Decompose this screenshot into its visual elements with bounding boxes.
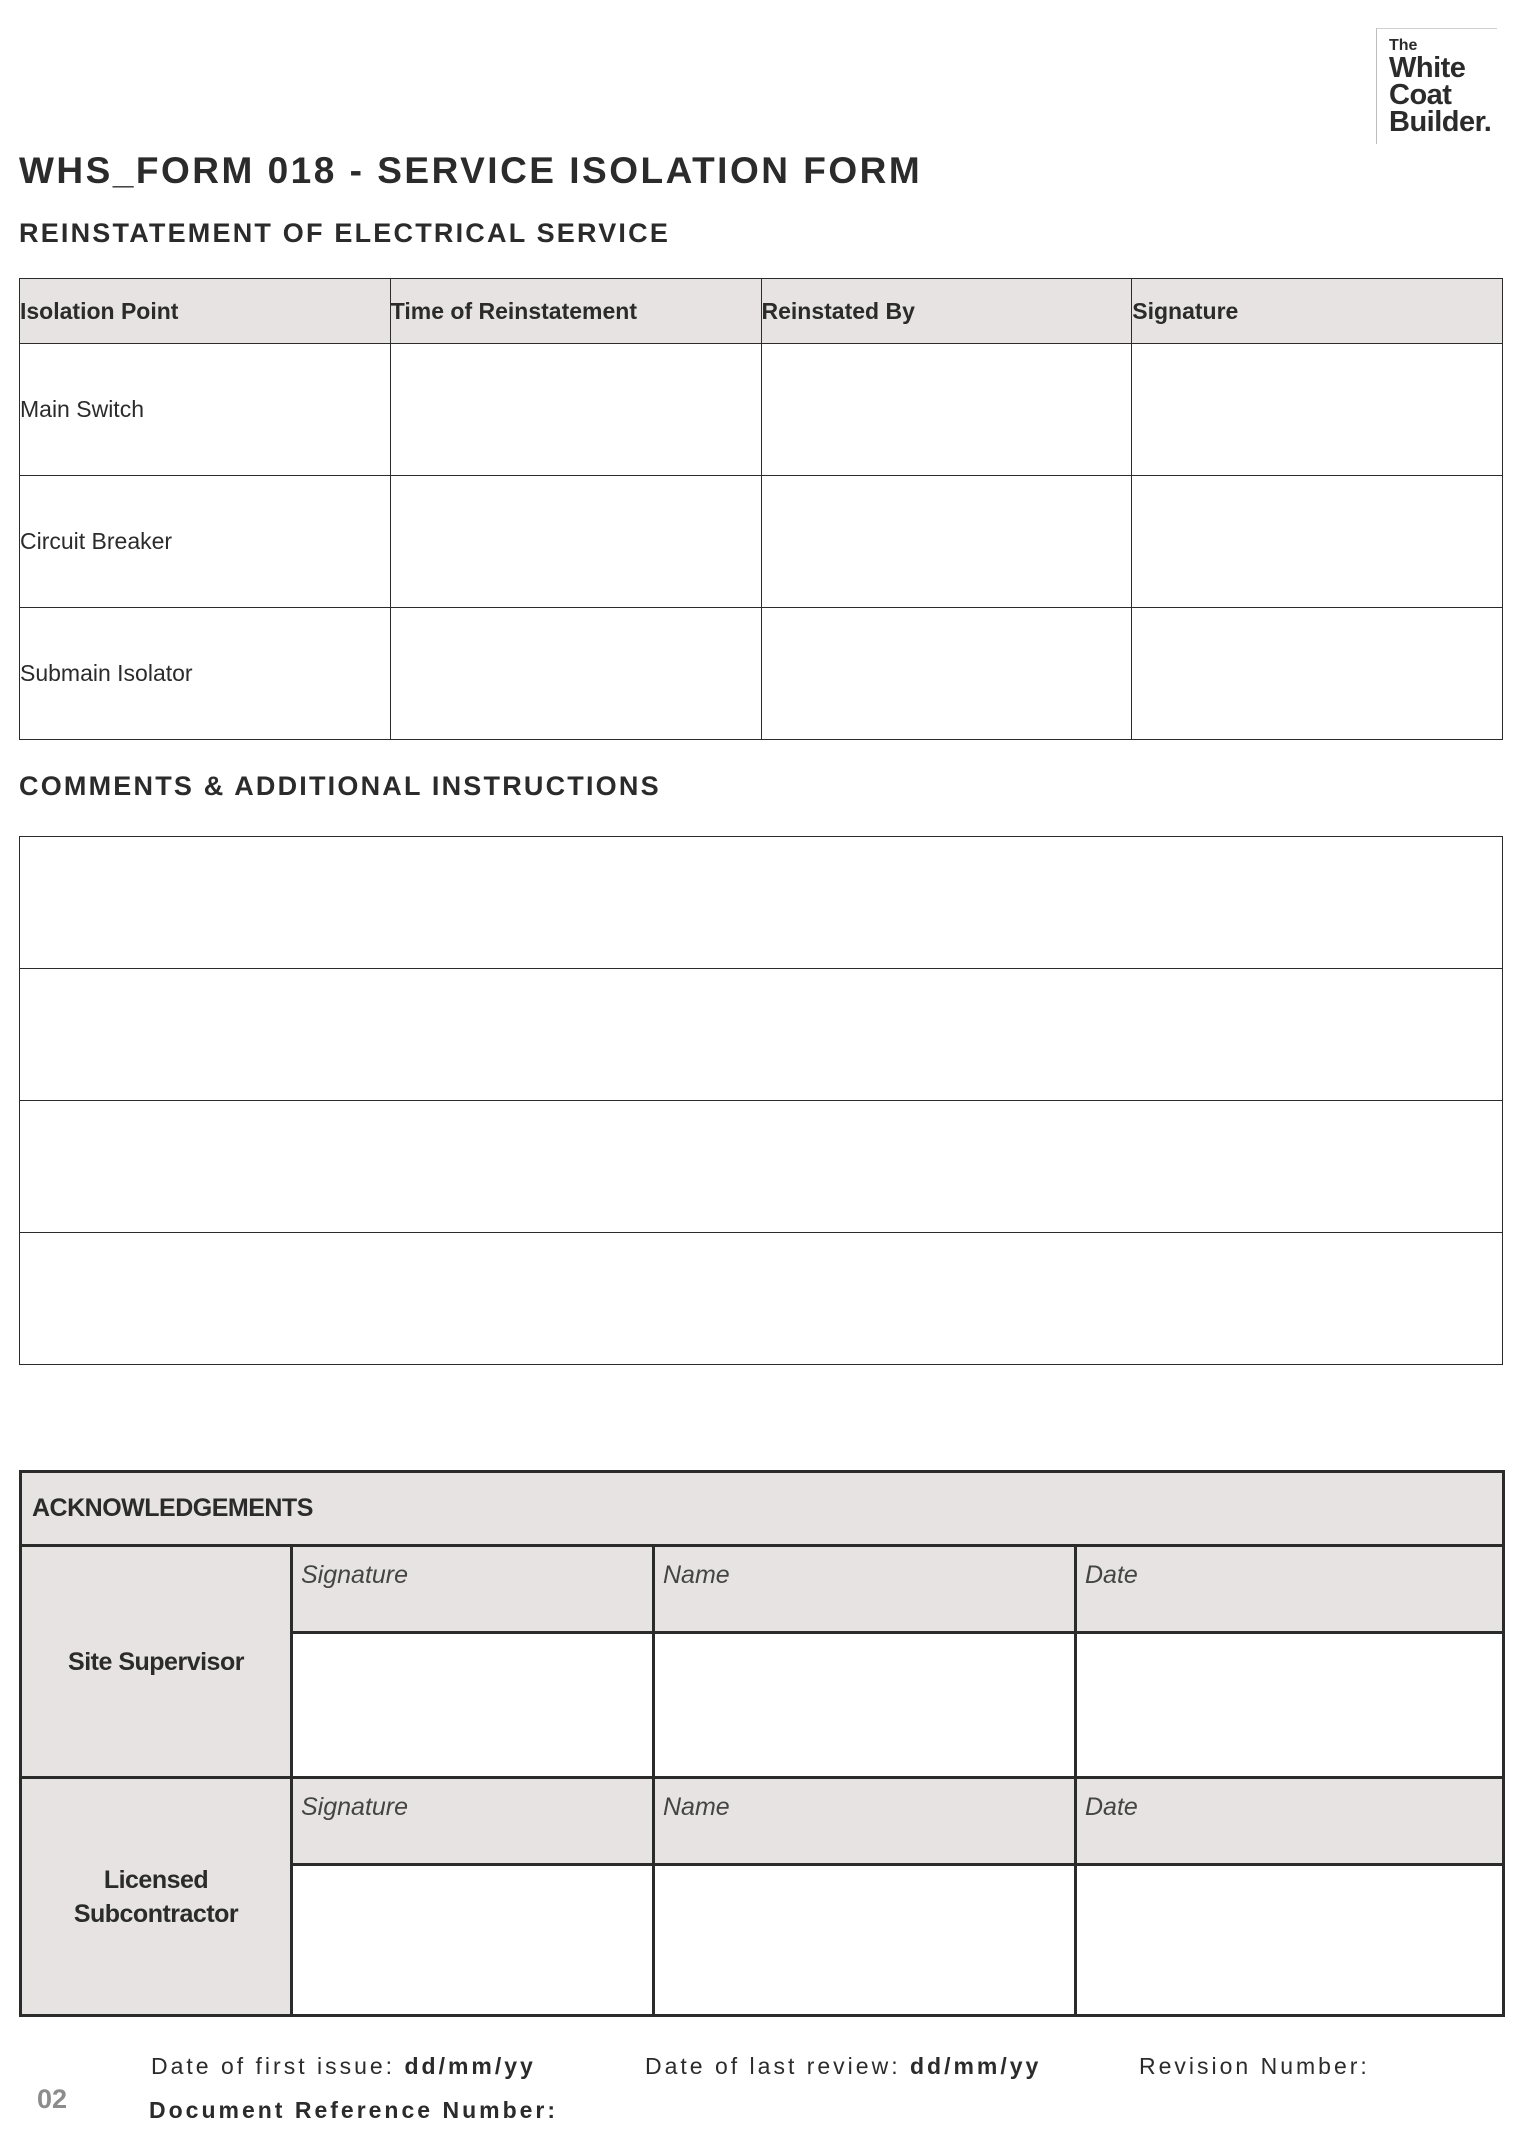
acknowledgements-table — [19, 1470, 1505, 2017]
page-number: 02 — [37, 2084, 68, 2114]
role-label-line1: Licensed — [103, 1865, 209, 1894]
site-supervisor-name-field[interactable] — [654, 1633, 1076, 1778]
role-label: Site Supervisor — [68, 1647, 244, 1676]
logo-text-the: The — [1389, 37, 1418, 54]
reinstated-by-field[interactable] — [761, 476, 1132, 608]
time-of-reinstatement-field[interactable] — [390, 344, 761, 476]
acknowledgements-heading: ACKNOWLEDGEMENTS — [21, 1472, 1504, 1546]
time-of-reinstatement-field[interactable] — [390, 476, 761, 608]
field-label-signature: Signature — [292, 1546, 654, 1633]
field-label-date: Date — [1076, 1546, 1504, 1633]
subcontractor-date-field[interactable] — [1076, 1865, 1504, 2016]
role-licensed-subcontractor — [21, 1778, 292, 2016]
role-site-supervisor — [21, 1546, 292, 1778]
first-issue-date — [151, 2053, 536, 2080]
revision-number-label: Revision Number: — [1139, 2053, 1370, 2079]
isolation-point-cell: Main Switch — [20, 344, 391, 476]
comment-line-field[interactable] — [20, 1101, 1503, 1233]
last-review-label: Date of last review: — [645, 2053, 901, 2079]
logo-text-name — [1389, 52, 1492, 138]
first-issue-value: dd/mm/yy — [404, 2053, 536, 2079]
column-header: Isolation Point — [20, 279, 391, 344]
field-label-signature: Signature — [292, 1778, 654, 1865]
role-label-line2: Subcontractor — [73, 1899, 239, 1928]
comments-table — [19, 836, 1503, 1365]
form-title: WHS_FORM 018 - SERVICE ISOLATION FORM — [19, 150, 923, 191]
logo-line-white: White — [1389, 52, 1466, 84]
logo-line-coat: Coat — [1389, 79, 1452, 111]
reinstated-by-field[interactable] — [761, 344, 1132, 476]
subcontractor-label-row — [21, 1778, 1504, 1865]
field-label-name: Name — [654, 1546, 1076, 1633]
logo-line-builder: Builder. — [1389, 106, 1492, 138]
site-supervisor-signature-field[interactable] — [292, 1633, 654, 1778]
signature-field[interactable] — [1132, 608, 1503, 740]
comment-row — [20, 837, 1503, 969]
last-review-value: dd/mm/yy — [909, 2053, 1042, 2079]
isolation-point-cell: Submain Isolator — [20, 608, 391, 740]
field-label-name: Name — [654, 1778, 1076, 1865]
site-supervisor-label-row — [21, 1546, 1504, 1633]
comment-line-field[interactable] — [20, 1233, 1503, 1365]
comment-row — [20, 1233, 1503, 1365]
table-row — [20, 608, 1503, 740]
comment-row — [20, 969, 1503, 1101]
first-issue-label: Date of first issue: — [151, 2053, 396, 2079]
table-row — [20, 476, 1503, 608]
reinstated-by-field[interactable] — [761, 608, 1132, 740]
field-label-date: Date — [1076, 1778, 1504, 1865]
column-header: Reinstated By — [761, 279, 1132, 344]
site-supervisor-date-field[interactable] — [1076, 1633, 1504, 1778]
acknowledgements-header-row — [21, 1472, 1504, 1546]
comment-line-field[interactable] — [20, 969, 1503, 1101]
comment-row — [20, 1101, 1503, 1233]
reinstatement-table — [19, 278, 1503, 740]
company-logo — [1376, 28, 1497, 144]
comment-line-field[interactable] — [20, 837, 1503, 969]
document-reference-label: Document Reference Number: — [149, 2097, 559, 2123]
signature-field[interactable] — [1132, 476, 1503, 608]
last-review-date — [645, 2053, 1041, 2080]
subcontractor-signature-field[interactable] — [292, 1865, 654, 2016]
subcontractor-name-field[interactable] — [654, 1865, 1076, 2016]
column-header: Time of Reinstatement — [390, 279, 761, 344]
time-of-reinstatement-field[interactable] — [390, 608, 761, 740]
reinstatement-heading: REINSTATEMENT OF ELECTRICAL SERVICE — [19, 218, 671, 248]
column-header: Signature — [1132, 279, 1503, 344]
table-header-row — [20, 279, 1503, 344]
table-row — [20, 344, 1503, 476]
isolation-point-cell: Circuit Breaker — [20, 476, 391, 608]
signature-field[interactable] — [1132, 344, 1503, 476]
comments-heading: COMMENTS & ADDITIONAL INSTRUCTIONS — [19, 771, 661, 801]
